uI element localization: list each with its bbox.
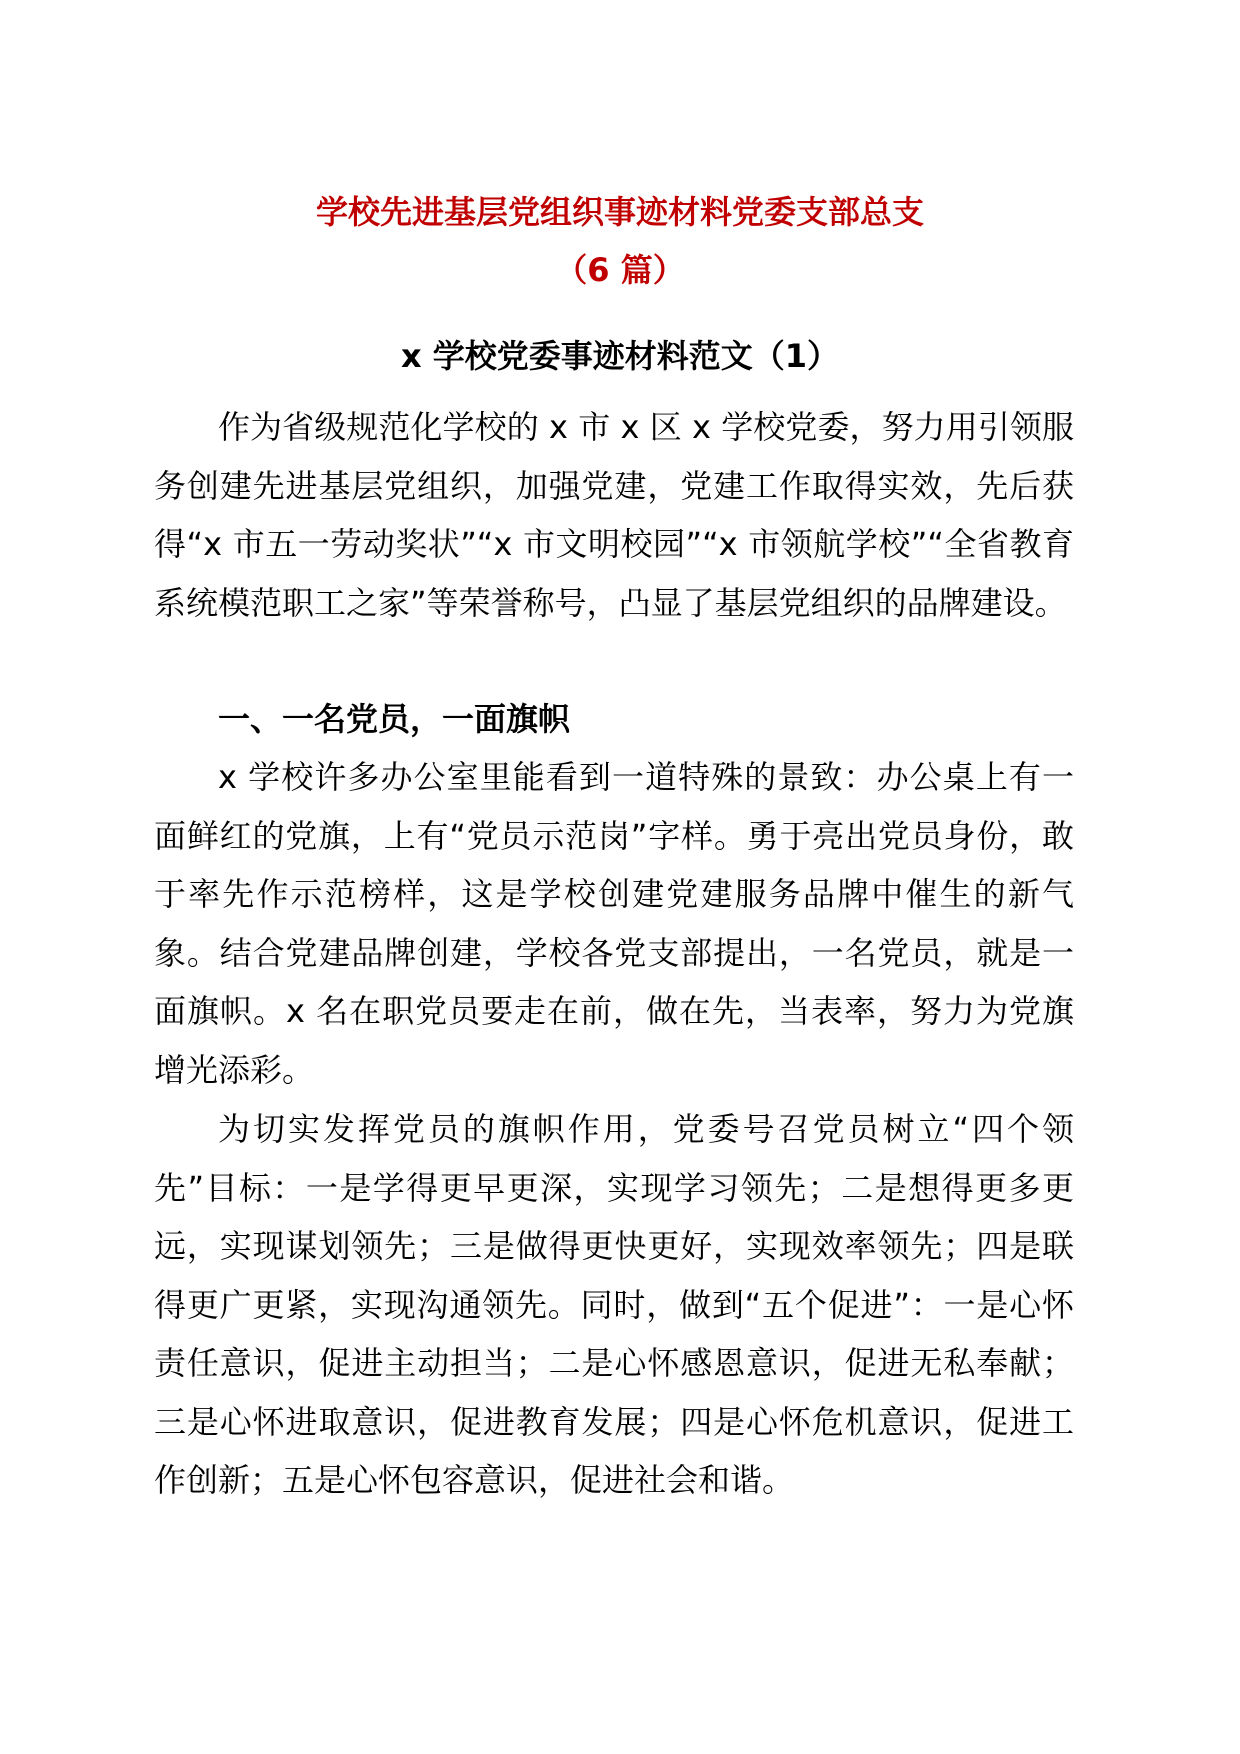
paragraph-goals: 为切实发挥党员的旗帜作用，党委号召党员树立“四个领先”目标：一是学得更早更深，实现学习领先；二是想得更多更远，实现谋划领先；三是做得更快更好，实现效率领先；四是联得更广更紧，实现沟通领先。同时，做到“五个促进”：一是心怀责任意识，促进主动担当；二是心怀感恩意识，促进无私奉献；三是心怀进取意识，促进教育发展；四是心怀危机意识，促进工作创新；五是心怀包容意识，促进社会和谐。 bbox=[154, 1110, 1074, 1499]
section-heading-1: 一、一名党员，一面旗帜 bbox=[218, 700, 571, 738]
paragraph-flag: x 学校许多办公室里能看到一道特殊的景致：办公桌上有一面鲜红的党旗，上有“党员示范岗”字样。勇于亮出党员身份，敢于率先作示范榜样，这是学校创建党建服务品牌中催生的新气象。结合党建品牌创建，学校各党支部提出，一名党员，就是一面旗帜。x 名在职党员要走在前，做在先，当表率，努力为党旗增光添彩。 bbox=[154, 758, 1074, 1089]
section-subtitle: x 学校党委事迹材料范文（1） bbox=[400, 337, 840, 375]
paragraph-intro: 作为省级规范化学校的 x 市 x 区 x 学校党委，努力用引领服务创建先进基层党组织，加强党建，党建工作取得实效，先后获得“x 市五一劳动奖状”“x 市文明校园”“x 市领航学校”“全省教育系统模范职工之家”等荣誉称号，凸显了基层党组织的品牌建设。 bbox=[154, 408, 1074, 622]
document-title-line1: 学校先进基层党组织事迹材料党委支部总支 bbox=[315, 193, 924, 231]
document-title-line2: （6 篇） bbox=[555, 251, 685, 289]
